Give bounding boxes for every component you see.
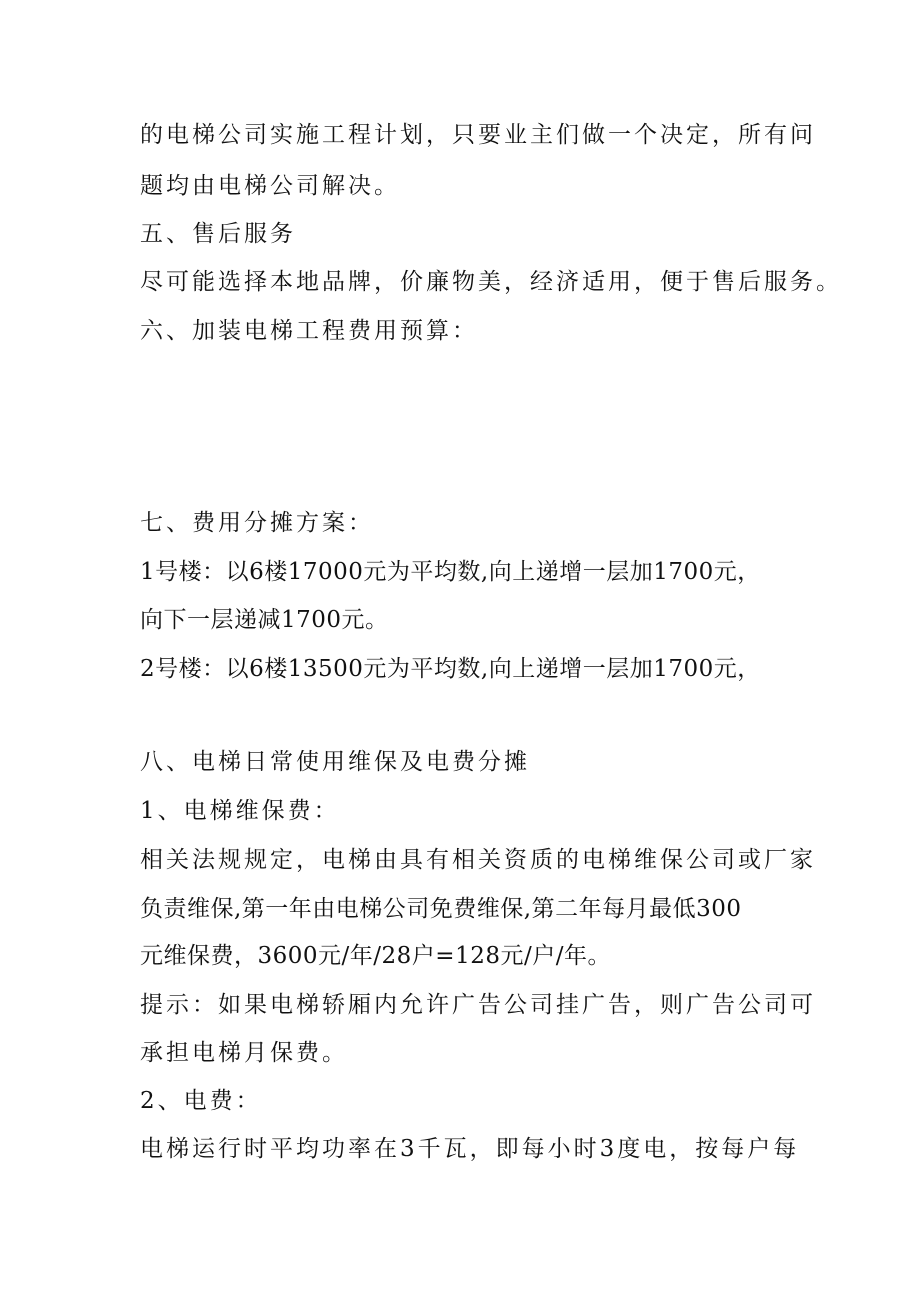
paragraph-line: 相关法规规定，电梯由具有相关资质的电梯维保公司或厂家 [140,847,816,873]
paragraph-line: 2号楼：以6楼13500元为平均数,向上递增一层加1700元， [140,656,761,682]
paragraph-line: 题均由电梯公司解决。 [140,173,400,199]
section-heading: 七、费用分摊方案： [140,510,374,536]
subsection-heading: 1、电梯维保费： [140,798,340,824]
paragraph-line: 的电梯公司实施工程计划，只要业主们做一个决定，所有问 [140,122,816,148]
paragraph-line: 负责维保,第一年由电梯公司免费维保,第二年每月最低300 [140,896,742,922]
paragraph-line: 1号楼：以6楼17000元为平均数,向上递增一层加1700元， [140,559,761,585]
paragraph-line: 尽可能选择本地品牌，价廉物美，经济适用，便于售后服务。 [140,269,842,295]
paragraph-line: 元维保费，3600元/年/28户=128元/户/年。 [140,943,611,969]
paragraph-line: 提示：如果电梯轿厢内允许广告公司挂广告，则广告公司可 [140,992,816,1018]
section-heading: 八、电梯日常使用维保及电费分摊 [140,749,530,775]
paragraph-line: 承担电梯月保费。 [140,1040,348,1066]
section-heading: 六、加装电梯工程费用预算： [140,318,478,344]
subsection-heading: 2、电费： [140,1088,262,1114]
paragraph-line: 向下一层递减1700元。 [140,607,389,633]
paragraph-line: 电梯运行时平均功率在3千瓦，即每小时3度电，按每户每 [140,1136,800,1162]
section-heading: 五、售后服务 [140,221,296,247]
